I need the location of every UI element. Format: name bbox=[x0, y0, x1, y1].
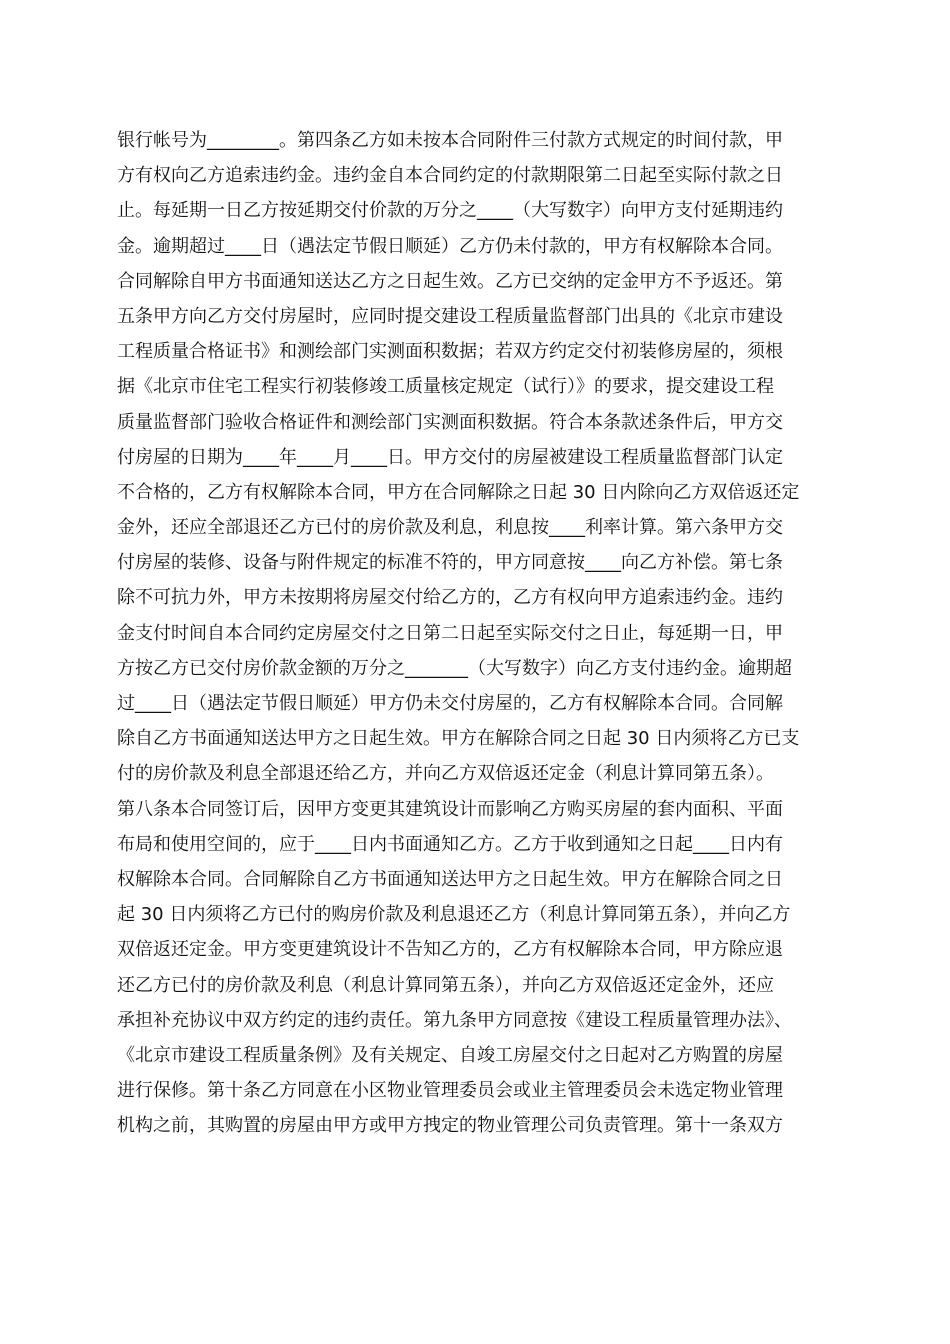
text-line: 方有权向乙方追索违约金。违约金自本合同约定的付款期限第二日起至实际付款之日 bbox=[117, 165, 783, 187]
text-line: 五条甲方向乙方交付房屋时，应同时提交建设工程质量监督部门出具的《北京市建设 bbox=[117, 305, 783, 327]
text-line: 承担补充协议中双方约定的违约责任。第九条甲方同意按《建设工程质量管理办法》、 bbox=[117, 1009, 792, 1031]
text-line: 金。逾期超过____日（遇法定节假日顺延）乙方仍未付款的，甲方有权解除本合同。 bbox=[117, 235, 783, 257]
text-line: 除自乙方书面通知送达甲方之日起生效。甲方在解除合同之日起 30 日内须将乙方已支 bbox=[117, 728, 800, 750]
text-line: 权解除本合同。合同解除自乙方书面通知送达甲方之日起生效。甲方在解除合同之日 bbox=[117, 868, 783, 890]
text-line: 金外，还应全部退还乙方已付的房价款及利息，利息按____利率计算。第六条甲方交 bbox=[117, 517, 783, 539]
text-line: 据《北京市住宅工程实行初装修竣工质量核定规定（试行）》的要求，提交建设工程 bbox=[117, 376, 774, 398]
text-line: 还乙方已付的房价款及利息（利息计算同第五条），并向乙方双倍返还定金外，还应 bbox=[117, 974, 774, 996]
contract-body-text bbox=[117, 123, 837, 1143]
text-line: 起 30 日内须将乙方已付的购房价款及利息退还乙方（利息计算同第五条），并向乙方 bbox=[117, 904, 791, 926]
text-line: 不合格的，乙方有权解除本合同，甲方在合同解除之日起 30 日内除向乙方双倍返还定 bbox=[117, 481, 800, 503]
text-line: 银行帐号为________。第四条乙方如未按本合同附件三付款方式规定的时间付款，甲 bbox=[117, 130, 783, 151]
text-line: 金支付时间自本合同约定房屋交付之日第二日起至实际交付之日止，每延期一日，甲 bbox=[117, 622, 783, 644]
text-line: 布局和使用空间的，应于____日内书面通知乙方。乙方于收到通知之日起____日内有 bbox=[117, 833, 783, 855]
text-line: 进行保修。第十条乙方同意在小区物业管理委员会或业主管理委员会未选定物业管理 bbox=[117, 1080, 783, 1102]
text-line: 第八条本合同签订后，因甲方变更其建筑设计而影响乙方购买房屋的套内面积、平面 bbox=[117, 798, 783, 820]
text-line: 止。每延期一日乙方按延期交付价款的万分之____（大写数字）向甲方支付延期违约 bbox=[117, 200, 783, 222]
text-line: 过____日（遇法定节假日顺延）甲方仍未交付房屋的，乙方有权解除本合同。合同解 bbox=[117, 693, 783, 714]
text-line: 双倍返还定金。甲方变更建筑设计不告知乙方的，乙方有权解除本合同，甲方除应退 bbox=[117, 939, 783, 961]
text-line: 除不可抗力外，甲方未按期将房屋交付给乙方的，乙方有权向甲方追索违约金。违约 bbox=[117, 587, 783, 609]
text-line: 合同解除自甲方书面通知送达乙方之日起生效。乙方已交纳的定金甲方不予返还。第 bbox=[117, 270, 783, 292]
text-line: 付房屋的日期为____年____月____日。甲方交付的房屋被建设工程质量监督部门认定 bbox=[117, 446, 783, 468]
text-line: 质量监督部门验收合格证件和测绘部门实测面积数据。符合本条款述条件后，甲方交 bbox=[117, 411, 783, 433]
text-line: 《北京市建设工程质量条例》及有关规定、自竣工房屋交付之日起对乙方购置的房屋 bbox=[117, 1044, 783, 1066]
text-line: 工程质量合格证书》和测绘部门实测面积数据；若双方约定交付初装修房屋的，须根 bbox=[117, 341, 783, 363]
text-line: 付的房价款及利息全部退还给乙方，并向乙方双倍返还定金（利息计算同第五条）。 bbox=[117, 763, 774, 785]
text-line: 方按乙方已交付房价款金额的万分之_______（大写数字）向乙方支付违约金。逾期超 bbox=[117, 657, 792, 679]
text-line: 付房屋的装修、设备与附件规定的标准不符的，甲方同意按____向乙方补偿。第七条 bbox=[117, 552, 783, 574]
text-line: 机构之前，其购置的房屋由甲方或甲方拽定的物业管理公司负责管理。第十一条双方 bbox=[117, 1115, 783, 1137]
